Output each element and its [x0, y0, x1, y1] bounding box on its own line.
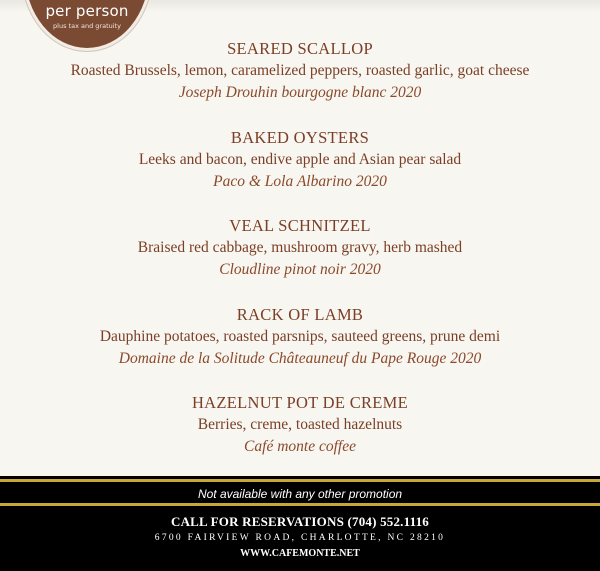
address-line: 6700 FAIRVIEW ROAD, CHARLOTTE, NC 28210: [154, 533, 446, 543]
gold-stripe-bottom: [0, 503, 600, 506]
course-description: Roasted Brussels, lemon, caramelized peppers, roasted garlic, goat cheese: [70, 62, 530, 79]
badge-main-text: per person: [45, 2, 129, 20]
gold-stripe-top: [0, 479, 600, 482]
course-item: [0, 127, 600, 216]
course-name: VEAL SCHNITZEL: [229, 216, 371, 235]
course-item: [0, 38, 600, 127]
course-item: [0, 392, 600, 481]
course-item: [0, 304, 600, 393]
website-link[interactable]: WWW.CAFEMONTE.NET: [240, 548, 360, 559]
course-description: Braised red cabbage, mushroom gravy, herb mashed: [137, 239, 463, 256]
course-name: SEARED SCALLOP: [227, 39, 373, 58]
menu-list: [0, 38, 600, 481]
course-name: RACK OF LAMB: [236, 304, 364, 324]
course-wine: Cloudline pinot noir 2020: [219, 261, 381, 278]
course-wine: Paco & Lola Albarino 2020: [213, 172, 387, 190]
course-wine: Café monte coffee: [244, 438, 356, 455]
reservations-line: CALL FOR RESERVATIONS (704) 552.1116: [170, 514, 429, 529]
course-wine: Domaine de la Solitude Châteauneuf du Pape Rouge 2020: [118, 349, 482, 367]
promo-note: Not available with any other promotion: [197, 487, 403, 501]
course-name: HAZELNUT POT DE CREME: [191, 393, 409, 412]
badge-sub-text: plus tax and gratuity: [53, 22, 121, 30]
footer-banner: [0, 476, 600, 571]
course-item: [0, 215, 600, 304]
course-description: Dauphine potatoes, roasted parsnips, sauteed greens, prune demi: [99, 327, 501, 345]
course-description: Leeks and bacon, endive apple and Asian pear salad: [138, 150, 462, 168]
course-name: BAKED OYSTERS: [230, 127, 370, 147]
course-description: Berries, creme, toasted hazelnuts: [197, 416, 403, 433]
course-wine: Joseph Drouhin bourgogne blanc 2020: [178, 84, 422, 101]
